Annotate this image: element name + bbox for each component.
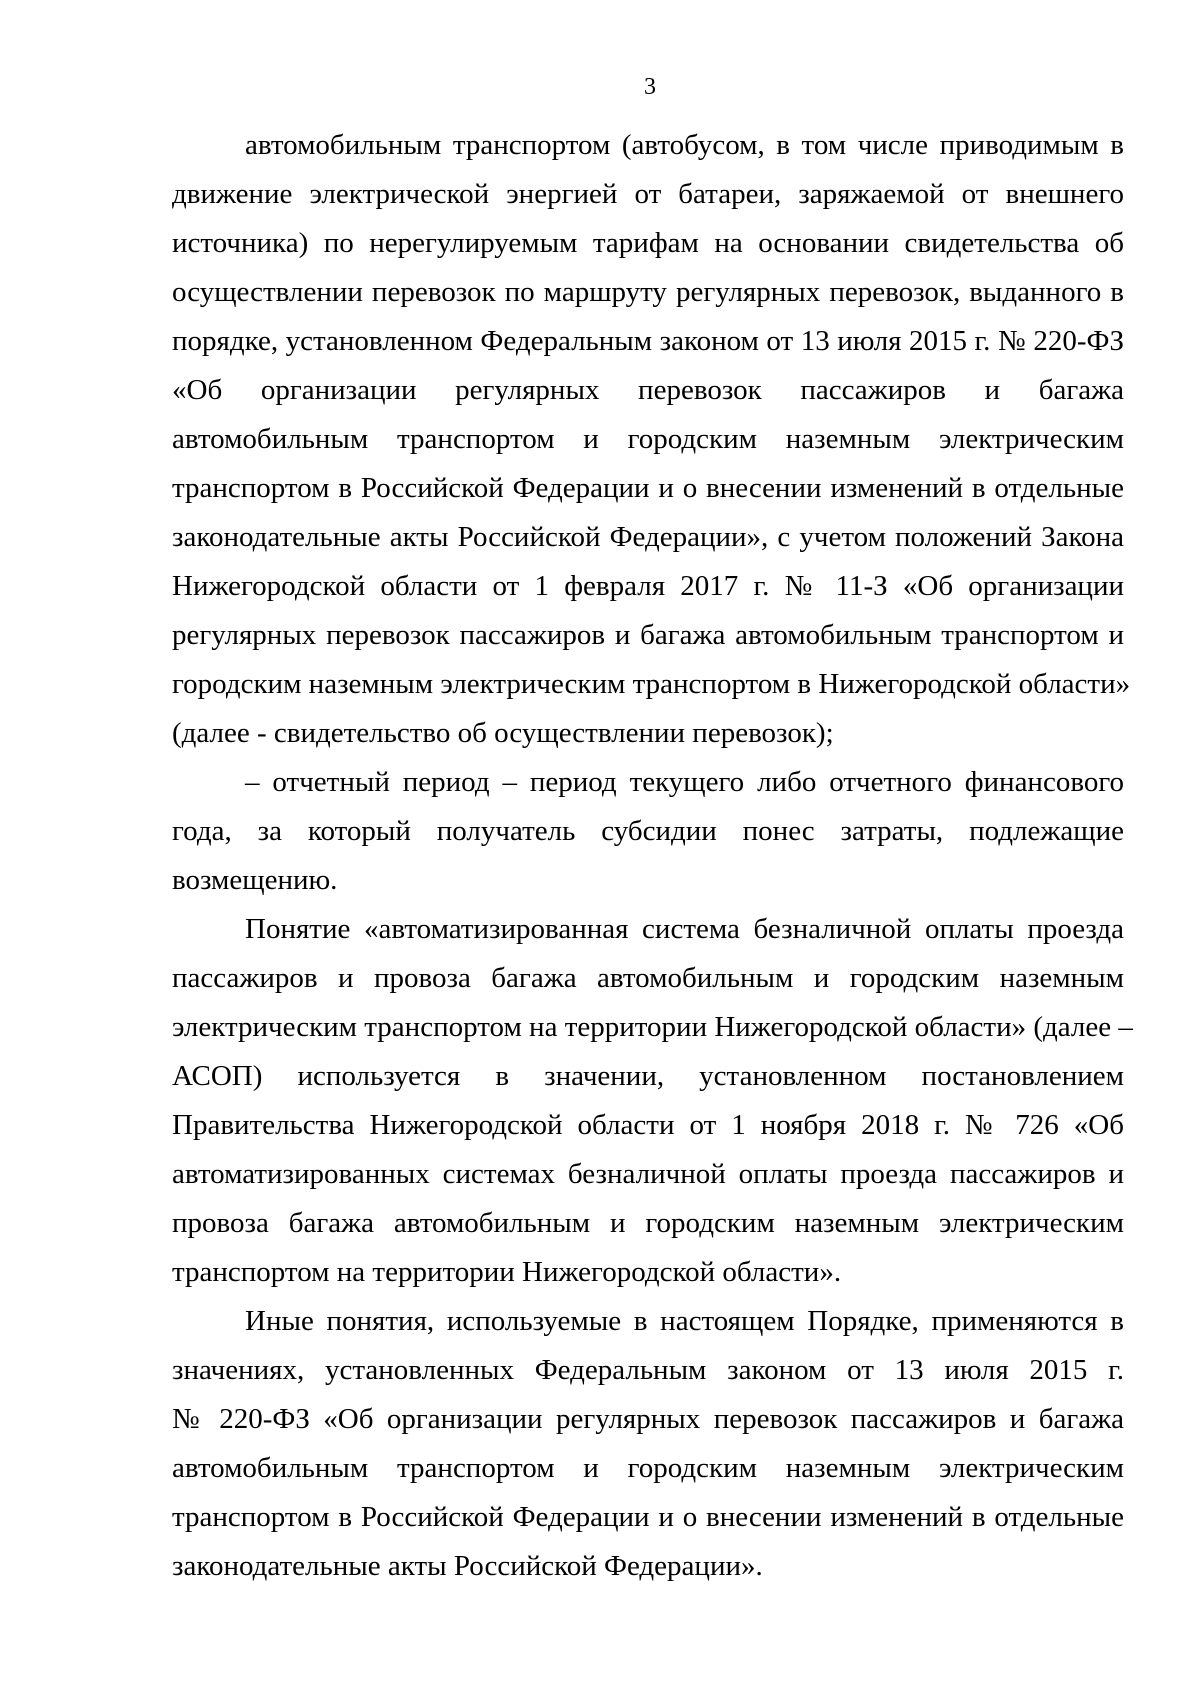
text-line: автоматизированных системах безналичной оплаты проезда пассажиров и: [172, 1158, 1124, 1190]
paragraph: [172, 758, 1124, 905]
text-line: законодательные акты Российской Федерации».: [172, 1550, 763, 1582]
text-line: транспортом на территории Нижегородской области».: [172, 1256, 842, 1288]
text-line: транспортом в Российской Федерации и о внесении изменений в отдельные: [172, 1501, 1124, 1533]
text-line: (далее - свидетельство об осуществлении перевозок);: [172, 717, 834, 749]
text-line: возмещению.: [172, 864, 338, 896]
text-line: автомобильным транспортом и городским наземным электрическим: [172, 1452, 1124, 1484]
text-line: Нижегородской области от 1 февраля 2017 г. № 11-З «Об организации: [172, 570, 1124, 602]
text-line: осуществлении перевозок по маршруту регулярных перевозок, выданного в: [172, 276, 1124, 308]
text-line: транспортом в Российской Федерации и о внесении изменений в отдельные: [172, 472, 1124, 504]
text-line: порядке, установленном Федеральным законом от 13 июля 2015 г. № 220-ФЗ: [172, 325, 1124, 357]
text-line: № 220-ФЗ «Об организации регулярных перевозок пассажиров и багажа: [172, 1403, 1124, 1435]
text-line: законодательные акты Российской Федерации», с учетом положений Закона: [172, 521, 1124, 553]
text-line: года, за который получатель субсидии понес затраты, подлежащие: [172, 815, 1124, 847]
text-line: «Об организации регулярных перевозок пассажиров и багажа: [172, 374, 1124, 406]
text-line: автомобильным транспортом (автобусом, в том числе приводимым в: [245, 129, 1124, 161]
text-line: пассажиров и провоза багажа автомобильным и городским наземным: [172, 962, 1124, 994]
text-line: Понятие «автоматизированная система безналичной оплаты проезда: [245, 913, 1124, 945]
paragraph: [172, 121, 1131, 758]
paragraph: [172, 1297, 1124, 1591]
text-line: автомобильным транспортом и городским наземным электрическим: [172, 423, 1124, 455]
text-line: – отчетный период – период текущего либо отчетного финансового: [245, 766, 1124, 798]
text-line: источника) по нерегулируемым тарифам на основании свидетельства об: [172, 227, 1124, 259]
paragraph: [172, 905, 1133, 1297]
document-body: [172, 121, 1133, 1591]
page-number: 3: [644, 74, 656, 100]
text-line: АСОП) используется в значении, установленном постановлением: [172, 1060, 1124, 1092]
text-line: Правительства Нижегородской области от 1 ноября 2018 г. № 726 «Об: [172, 1109, 1124, 1141]
text-line: значениях, установленных Федеральным законом от 13 июля 2015 г.: [172, 1354, 1124, 1386]
text-line: провоза багажа автомобильным и городским наземным электрическим: [172, 1207, 1124, 1239]
text-line: регулярных перевозок пассажиров и багажа автомобильным транспортом и: [172, 619, 1124, 651]
text-line: Иные понятия, используемые в настоящем Порядке, применяются в: [245, 1305, 1124, 1337]
text-line: городским наземным электрическим транспортом в Нижегородской области»: [172, 668, 1131, 700]
text-line: движение электрической энергией от батареи, заряжаемой от внешнего: [172, 178, 1124, 210]
text-line: электрическим транспортом на территории Нижегородской области» (далее –: [172, 1011, 1133, 1043]
